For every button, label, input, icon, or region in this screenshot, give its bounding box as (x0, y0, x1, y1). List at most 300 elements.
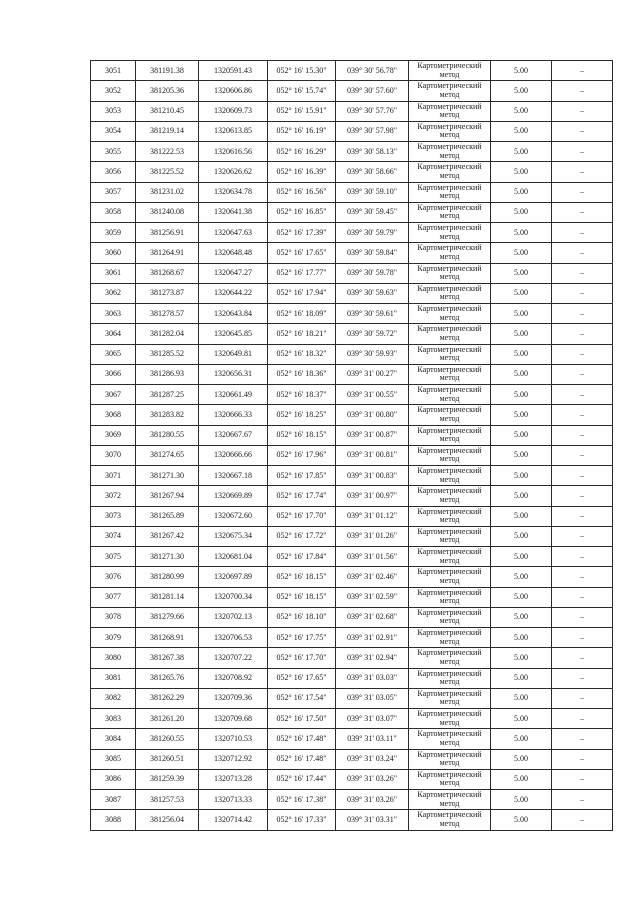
table-row (91, 466, 613, 486)
point-number-cell: 3063 (91, 304, 136, 324)
table-row (91, 324, 613, 344)
y-coordinate-cell: 1320649.81 (199, 344, 268, 364)
x-coordinate-cell: 381285.52 (136, 344, 199, 364)
y-coordinate-cell: 1320700.34 (199, 587, 268, 607)
latitude-cell: 052° 16' 17.85" (268, 466, 336, 486)
latitude-cell: 052° 16' 17.38" (268, 790, 336, 810)
x-coordinate-cell: 381274.65 (136, 445, 199, 465)
x-coordinate-cell: 381278.57 (136, 304, 199, 324)
latitude-cell: 052° 16' 17.70" (268, 648, 336, 668)
x-coordinate-cell: 381271.30 (136, 547, 199, 567)
note-cell: – (552, 425, 613, 445)
latitude-cell: 052° 16' 15.91" (268, 101, 336, 121)
longitude-cell: 039° 30' 58.66" (336, 162, 409, 182)
latitude-cell: 052° 16' 18.37" (268, 385, 336, 405)
method-cell: Картометрический метод (409, 648, 491, 668)
accuracy-cell: 5.00 (491, 688, 552, 708)
latitude-cell: 052° 16' 17.48" (268, 749, 336, 769)
point-number-cell: 3070 (91, 445, 136, 465)
accuracy-cell: 5.00 (491, 526, 552, 546)
table-row (91, 668, 613, 688)
note-cell: – (552, 243, 613, 263)
method-cell: Картометрический метод (409, 749, 491, 769)
y-coordinate-cell: 1320645.85 (199, 324, 268, 344)
accuracy-cell: 5.00 (491, 324, 552, 344)
x-coordinate-cell: 381281.14 (136, 587, 199, 607)
table-row (91, 688, 613, 708)
point-number-cell: 3086 (91, 769, 136, 789)
x-coordinate-cell: 381259.39 (136, 769, 199, 789)
longitude-cell: 039° 31' 03.24" (336, 749, 409, 769)
method-cell: Картометрический метод (409, 810, 491, 830)
y-coordinate-cell: 1320713.33 (199, 790, 268, 810)
x-coordinate-cell: 381225.52 (136, 162, 199, 182)
y-coordinate-cell: 1320661.49 (199, 385, 268, 405)
latitude-cell: 052° 16' 17.96" (268, 445, 336, 465)
table-row (91, 344, 613, 364)
accuracy-cell: 5.00 (491, 283, 552, 303)
x-coordinate-cell: 381222.53 (136, 142, 199, 162)
method-cell: Картометрический метод (409, 547, 491, 567)
table-row (91, 223, 613, 243)
latitude-cell: 052° 16' 17.54" (268, 688, 336, 708)
note-cell: – (552, 364, 613, 384)
accuracy-cell: 5.00 (491, 364, 552, 384)
latitude-cell: 052° 16' 16.39" (268, 162, 336, 182)
point-number-cell: 3062 (91, 283, 136, 303)
point-number-cell: 3071 (91, 466, 136, 486)
longitude-cell: 039° 31' 01.26" (336, 526, 409, 546)
longitude-cell: 039° 30' 59.79" (336, 223, 409, 243)
latitude-cell: 052° 16' 16.19" (268, 121, 336, 141)
point-number-cell: 3082 (91, 688, 136, 708)
x-coordinate-cell: 381267.38 (136, 648, 199, 668)
method-cell: Картометрический метод (409, 506, 491, 526)
method-cell: Картометрический метод (409, 688, 491, 708)
y-coordinate-cell: 1320707.22 (199, 648, 268, 668)
point-number-cell: 3064 (91, 324, 136, 344)
longitude-cell: 039° 31' 00.55" (336, 385, 409, 405)
table-row (91, 101, 613, 121)
table-row (91, 445, 613, 465)
x-coordinate-cell: 381191.38 (136, 61, 199, 81)
longitude-cell: 039° 31' 03.07" (336, 709, 409, 729)
point-number-cell: 3079 (91, 628, 136, 648)
accuracy-cell: 5.00 (491, 243, 552, 263)
x-coordinate-cell: 381280.55 (136, 425, 199, 445)
x-coordinate-cell: 381231.02 (136, 182, 199, 202)
method-cell: Картометрический метод (409, 182, 491, 202)
note-cell: – (552, 283, 613, 303)
method-cell: Картометрический метод (409, 81, 491, 101)
method-cell: Картометрический метод (409, 587, 491, 607)
latitude-cell: 052° 16' 17.94" (268, 283, 336, 303)
x-coordinate-cell: 381268.91 (136, 628, 199, 648)
point-number-cell: 3065 (91, 344, 136, 364)
longitude-cell: 039° 30' 58.13" (336, 142, 409, 162)
longitude-cell: 039° 31' 01.56" (336, 547, 409, 567)
y-coordinate-cell: 1320591.43 (199, 61, 268, 81)
y-coordinate-cell: 1320641.38 (199, 202, 268, 222)
longitude-cell: 039° 30' 59.10" (336, 182, 409, 202)
latitude-cell: 052° 16' 17.44" (268, 769, 336, 789)
note-cell: – (552, 668, 613, 688)
accuracy-cell: 5.00 (491, 587, 552, 607)
longitude-cell: 039° 31' 03.03" (336, 668, 409, 688)
longitude-cell: 039° 30' 59.61" (336, 304, 409, 324)
accuracy-cell: 5.00 (491, 486, 552, 506)
accuracy-cell: 5.00 (491, 729, 552, 749)
y-coordinate-cell: 1320667.18 (199, 466, 268, 486)
accuracy-cell: 5.00 (491, 628, 552, 648)
accuracy-cell: 5.00 (491, 304, 552, 324)
point-number-cell: 3069 (91, 425, 136, 445)
latitude-cell: 052° 16' 17.77" (268, 263, 336, 283)
y-coordinate-cell: 1320712.92 (199, 749, 268, 769)
method-cell: Картометрический метод (409, 385, 491, 405)
longitude-cell: 039° 30' 57.98" (336, 121, 409, 141)
coordinates-table (90, 60, 613, 831)
note-cell: – (552, 526, 613, 546)
point-number-cell: 3061 (91, 263, 136, 283)
y-coordinate-cell: 1320710.53 (199, 729, 268, 749)
point-number-cell: 3051 (91, 61, 136, 81)
table-row (91, 607, 613, 627)
point-number-cell: 3068 (91, 405, 136, 425)
table-row (91, 810, 613, 830)
method-cell: Картометрический метод (409, 709, 491, 729)
table-row (91, 364, 613, 384)
note-cell: – (552, 567, 613, 587)
longitude-cell: 039° 31' 03.31" (336, 810, 409, 830)
method-cell: Картометрический метод (409, 668, 491, 688)
point-number-cell: 3078 (91, 607, 136, 627)
method-cell: Картометрический метод (409, 283, 491, 303)
table-row (91, 790, 613, 810)
accuracy-cell: 5.00 (491, 810, 552, 830)
table-row (91, 202, 613, 222)
note-cell: – (552, 61, 613, 81)
latitude-cell: 052° 16' 18.15" (268, 567, 336, 587)
x-coordinate-cell: 381260.55 (136, 729, 199, 749)
table-row (91, 567, 613, 587)
point-number-cell: 3055 (91, 142, 136, 162)
note-cell: – (552, 142, 613, 162)
note-cell: – (552, 790, 613, 810)
accuracy-cell: 5.00 (491, 101, 552, 121)
note-cell: – (552, 182, 613, 202)
longitude-cell: 039° 30' 59.84" (336, 243, 409, 263)
table-row (91, 587, 613, 607)
method-cell: Картометрический метод (409, 486, 491, 506)
point-number-cell: 3060 (91, 243, 136, 263)
longitude-cell: 039° 31' 02.94" (336, 648, 409, 668)
x-coordinate-cell: 381219.14 (136, 121, 199, 141)
table-row (91, 283, 613, 303)
table-row (91, 769, 613, 789)
method-cell: Картометрический метод (409, 101, 491, 121)
method-cell: Картометрический метод (409, 607, 491, 627)
longitude-cell: 039° 30' 59.78" (336, 263, 409, 283)
table-row (91, 506, 613, 526)
x-coordinate-cell: 381240.08 (136, 202, 199, 222)
note-cell: – (552, 769, 613, 789)
point-number-cell: 3084 (91, 729, 136, 749)
longitude-cell: 039° 31' 02.68" (336, 607, 409, 627)
longitude-cell: 039° 31' 00.81" (336, 445, 409, 465)
x-coordinate-cell: 381265.76 (136, 668, 199, 688)
x-coordinate-cell: 381257.53 (136, 790, 199, 810)
latitude-cell: 052° 16' 16.56" (268, 182, 336, 202)
table-row (91, 182, 613, 202)
latitude-cell: 052° 16' 16.85" (268, 202, 336, 222)
method-cell: Картометрический метод (409, 61, 491, 81)
table-row (91, 405, 613, 425)
method-cell: Картометрический метод (409, 769, 491, 789)
longitude-cell: 039° 31' 02.46" (336, 567, 409, 587)
y-coordinate-cell: 1320613.85 (199, 121, 268, 141)
note-cell: – (552, 121, 613, 141)
longitude-cell: 039° 31' 01.12" (336, 506, 409, 526)
latitude-cell: 052° 16' 16.29" (268, 142, 336, 162)
table-row (91, 304, 613, 324)
table-row (91, 709, 613, 729)
y-coordinate-cell: 1320647.63 (199, 223, 268, 243)
x-coordinate-cell: 381273.87 (136, 283, 199, 303)
accuracy-cell: 5.00 (491, 121, 552, 141)
longitude-cell: 039° 31' 03.11" (336, 729, 409, 749)
latitude-cell: 052° 16' 17.75" (268, 628, 336, 648)
point-number-cell: 3059 (91, 223, 136, 243)
x-coordinate-cell: 381261.20 (136, 709, 199, 729)
accuracy-cell: 5.00 (491, 709, 552, 729)
table-row (91, 162, 613, 182)
method-cell: Картометрический метод (409, 202, 491, 222)
latitude-cell: 052° 16' 17.65" (268, 668, 336, 688)
point-number-cell: 3083 (91, 709, 136, 729)
accuracy-cell: 5.00 (491, 344, 552, 364)
x-coordinate-cell: 381264.91 (136, 243, 199, 263)
method-cell: Картометрический метод (409, 425, 491, 445)
point-number-cell: 3080 (91, 648, 136, 668)
accuracy-cell: 5.00 (491, 81, 552, 101)
table-row (91, 142, 613, 162)
note-cell: – (552, 304, 613, 324)
table-row (91, 628, 613, 648)
latitude-cell: 052° 16' 18.21" (268, 324, 336, 344)
accuracy-cell: 5.00 (491, 466, 552, 486)
x-coordinate-cell: 381283.82 (136, 405, 199, 425)
table-row (91, 243, 613, 263)
note-cell: – (552, 506, 613, 526)
method-cell: Картометрический метод (409, 324, 491, 344)
note-cell: – (552, 486, 613, 506)
longitude-cell: 039° 30' 59.93" (336, 344, 409, 364)
latitude-cell: 052° 16' 17.50" (268, 709, 336, 729)
note-cell: – (552, 263, 613, 283)
method-cell: Картометрический метод (409, 364, 491, 384)
table-row (91, 648, 613, 668)
point-number-cell: 3058 (91, 202, 136, 222)
note-cell: – (552, 202, 613, 222)
x-coordinate-cell: 381271.30 (136, 466, 199, 486)
point-number-cell: 3057 (91, 182, 136, 202)
note-cell: – (552, 81, 613, 101)
method-cell: Картометрический метод (409, 162, 491, 182)
y-coordinate-cell: 1320644.22 (199, 283, 268, 303)
point-number-cell: 3087 (91, 790, 136, 810)
y-coordinate-cell: 1320616.56 (199, 142, 268, 162)
y-coordinate-cell: 1320709.36 (199, 688, 268, 708)
accuracy-cell: 5.00 (491, 162, 552, 182)
method-cell: Картометрический метод (409, 223, 491, 243)
note-cell: – (552, 466, 613, 486)
latitude-cell: 052° 16' 18.15" (268, 587, 336, 607)
method-cell: Картометрический метод (409, 790, 491, 810)
longitude-cell: 039° 30' 56.78" (336, 61, 409, 81)
latitude-cell: 052° 16' 17.84" (268, 547, 336, 567)
latitude-cell: 052° 16' 17.48" (268, 729, 336, 749)
method-cell: Картометрический метод (409, 526, 491, 546)
point-number-cell: 3088 (91, 810, 136, 830)
note-cell: – (552, 709, 613, 729)
accuracy-cell: 5.00 (491, 769, 552, 789)
method-cell: Картометрический метод (409, 729, 491, 749)
accuracy-cell: 5.00 (491, 223, 552, 243)
table-row (91, 61, 613, 81)
document-page (90, 60, 612, 831)
longitude-cell: 039° 31' 02.59" (336, 587, 409, 607)
latitude-cell: 052° 16' 18.25" (268, 405, 336, 425)
point-number-cell: 3054 (91, 121, 136, 141)
method-cell: Картометрический метод (409, 466, 491, 486)
x-coordinate-cell: 381279.66 (136, 607, 199, 627)
y-coordinate-cell: 1320702.13 (199, 607, 268, 627)
y-coordinate-cell: 1320648.48 (199, 243, 268, 263)
accuracy-cell: 5.00 (491, 142, 552, 162)
x-coordinate-cell: 381265.89 (136, 506, 199, 526)
x-coordinate-cell: 381280.99 (136, 567, 199, 587)
point-number-cell: 3066 (91, 364, 136, 384)
point-number-cell: 3053 (91, 101, 136, 121)
note-cell: – (552, 648, 613, 668)
y-coordinate-cell: 1320634.78 (199, 182, 268, 202)
accuracy-cell: 5.00 (491, 445, 552, 465)
table-row (91, 749, 613, 769)
method-cell: Картометрический метод (409, 445, 491, 465)
longitude-cell: 039° 31' 00.83" (336, 466, 409, 486)
accuracy-cell: 5.00 (491, 668, 552, 688)
accuracy-cell: 5.00 (491, 607, 552, 627)
x-coordinate-cell: 381282.04 (136, 324, 199, 344)
latitude-cell: 052° 16' 18.10" (268, 607, 336, 627)
longitude-cell: 039° 31' 03.26" (336, 769, 409, 789)
y-coordinate-cell: 1320681.04 (199, 547, 268, 567)
accuracy-cell: 5.00 (491, 547, 552, 567)
longitude-cell: 039° 30' 59.72" (336, 324, 409, 344)
y-coordinate-cell: 1320656.31 (199, 364, 268, 384)
latitude-cell: 052° 16' 17.72" (268, 526, 336, 546)
longitude-cell: 039° 30' 59.63" (336, 283, 409, 303)
table-row (91, 425, 613, 445)
note-cell: – (552, 628, 613, 648)
x-coordinate-cell: 381267.94 (136, 486, 199, 506)
y-coordinate-cell: 1320669.89 (199, 486, 268, 506)
longitude-cell: 039° 30' 59.45" (336, 202, 409, 222)
y-coordinate-cell: 1320643.84 (199, 304, 268, 324)
y-coordinate-cell: 1320713.28 (199, 769, 268, 789)
accuracy-cell: 5.00 (491, 425, 552, 445)
note-cell: – (552, 101, 613, 121)
note-cell: – (552, 688, 613, 708)
latitude-cell: 052° 16' 15.74" (268, 81, 336, 101)
longitude-cell: 039° 31' 00.87" (336, 425, 409, 445)
table-row (91, 486, 613, 506)
table-row (91, 81, 613, 101)
point-number-cell: 3081 (91, 668, 136, 688)
table-row (91, 526, 613, 546)
table-row (91, 547, 613, 567)
point-number-cell: 3075 (91, 547, 136, 567)
x-coordinate-cell: 381256.91 (136, 223, 199, 243)
note-cell: – (552, 324, 613, 344)
method-cell: Картометрический метод (409, 121, 491, 141)
latitude-cell: 052° 16' 15.30" (268, 61, 336, 81)
method-cell: Картометрический метод (409, 405, 491, 425)
y-coordinate-cell: 1320626.62 (199, 162, 268, 182)
accuracy-cell: 5.00 (491, 182, 552, 202)
longitude-cell: 039° 30' 57.60" (336, 81, 409, 101)
note-cell: – (552, 810, 613, 830)
point-number-cell: 3074 (91, 526, 136, 546)
note-cell: – (552, 587, 613, 607)
coordinates-table-body (91, 61, 613, 831)
note-cell: – (552, 405, 613, 425)
x-coordinate-cell: 381286.93 (136, 364, 199, 384)
latitude-cell: 052° 16' 18.32" (268, 344, 336, 364)
note-cell: – (552, 607, 613, 627)
note-cell: – (552, 729, 613, 749)
latitude-cell: 052° 16' 17.70" (268, 506, 336, 526)
table-row (91, 263, 613, 283)
latitude-cell: 052° 16' 18.09" (268, 304, 336, 324)
method-cell: Картометрический метод (409, 142, 491, 162)
method-cell: Картометрический метод (409, 304, 491, 324)
x-coordinate-cell: 381287.25 (136, 385, 199, 405)
accuracy-cell: 5.00 (491, 263, 552, 283)
x-coordinate-cell: 381205.36 (136, 81, 199, 101)
note-cell: – (552, 162, 613, 182)
y-coordinate-cell: 1320709.68 (199, 709, 268, 729)
point-number-cell: 3073 (91, 506, 136, 526)
note-cell: – (552, 344, 613, 364)
accuracy-cell: 5.00 (491, 405, 552, 425)
y-coordinate-cell: 1320647.27 (199, 263, 268, 283)
latitude-cell: 052° 16' 18.36" (268, 364, 336, 384)
longitude-cell: 039° 31' 03.26" (336, 790, 409, 810)
longitude-cell: 039° 31' 03.05" (336, 688, 409, 708)
point-number-cell: 3052 (91, 81, 136, 101)
method-cell: Картометрический метод (409, 243, 491, 263)
note-cell: – (552, 445, 613, 465)
method-cell: Картометрический метод (409, 567, 491, 587)
accuracy-cell: 5.00 (491, 648, 552, 668)
y-coordinate-cell: 1320697.89 (199, 567, 268, 587)
longitude-cell: 039° 31' 02.91" (336, 628, 409, 648)
point-number-cell: 3056 (91, 162, 136, 182)
point-number-cell: 3072 (91, 486, 136, 506)
longitude-cell: 039° 31' 00.27" (336, 364, 409, 384)
